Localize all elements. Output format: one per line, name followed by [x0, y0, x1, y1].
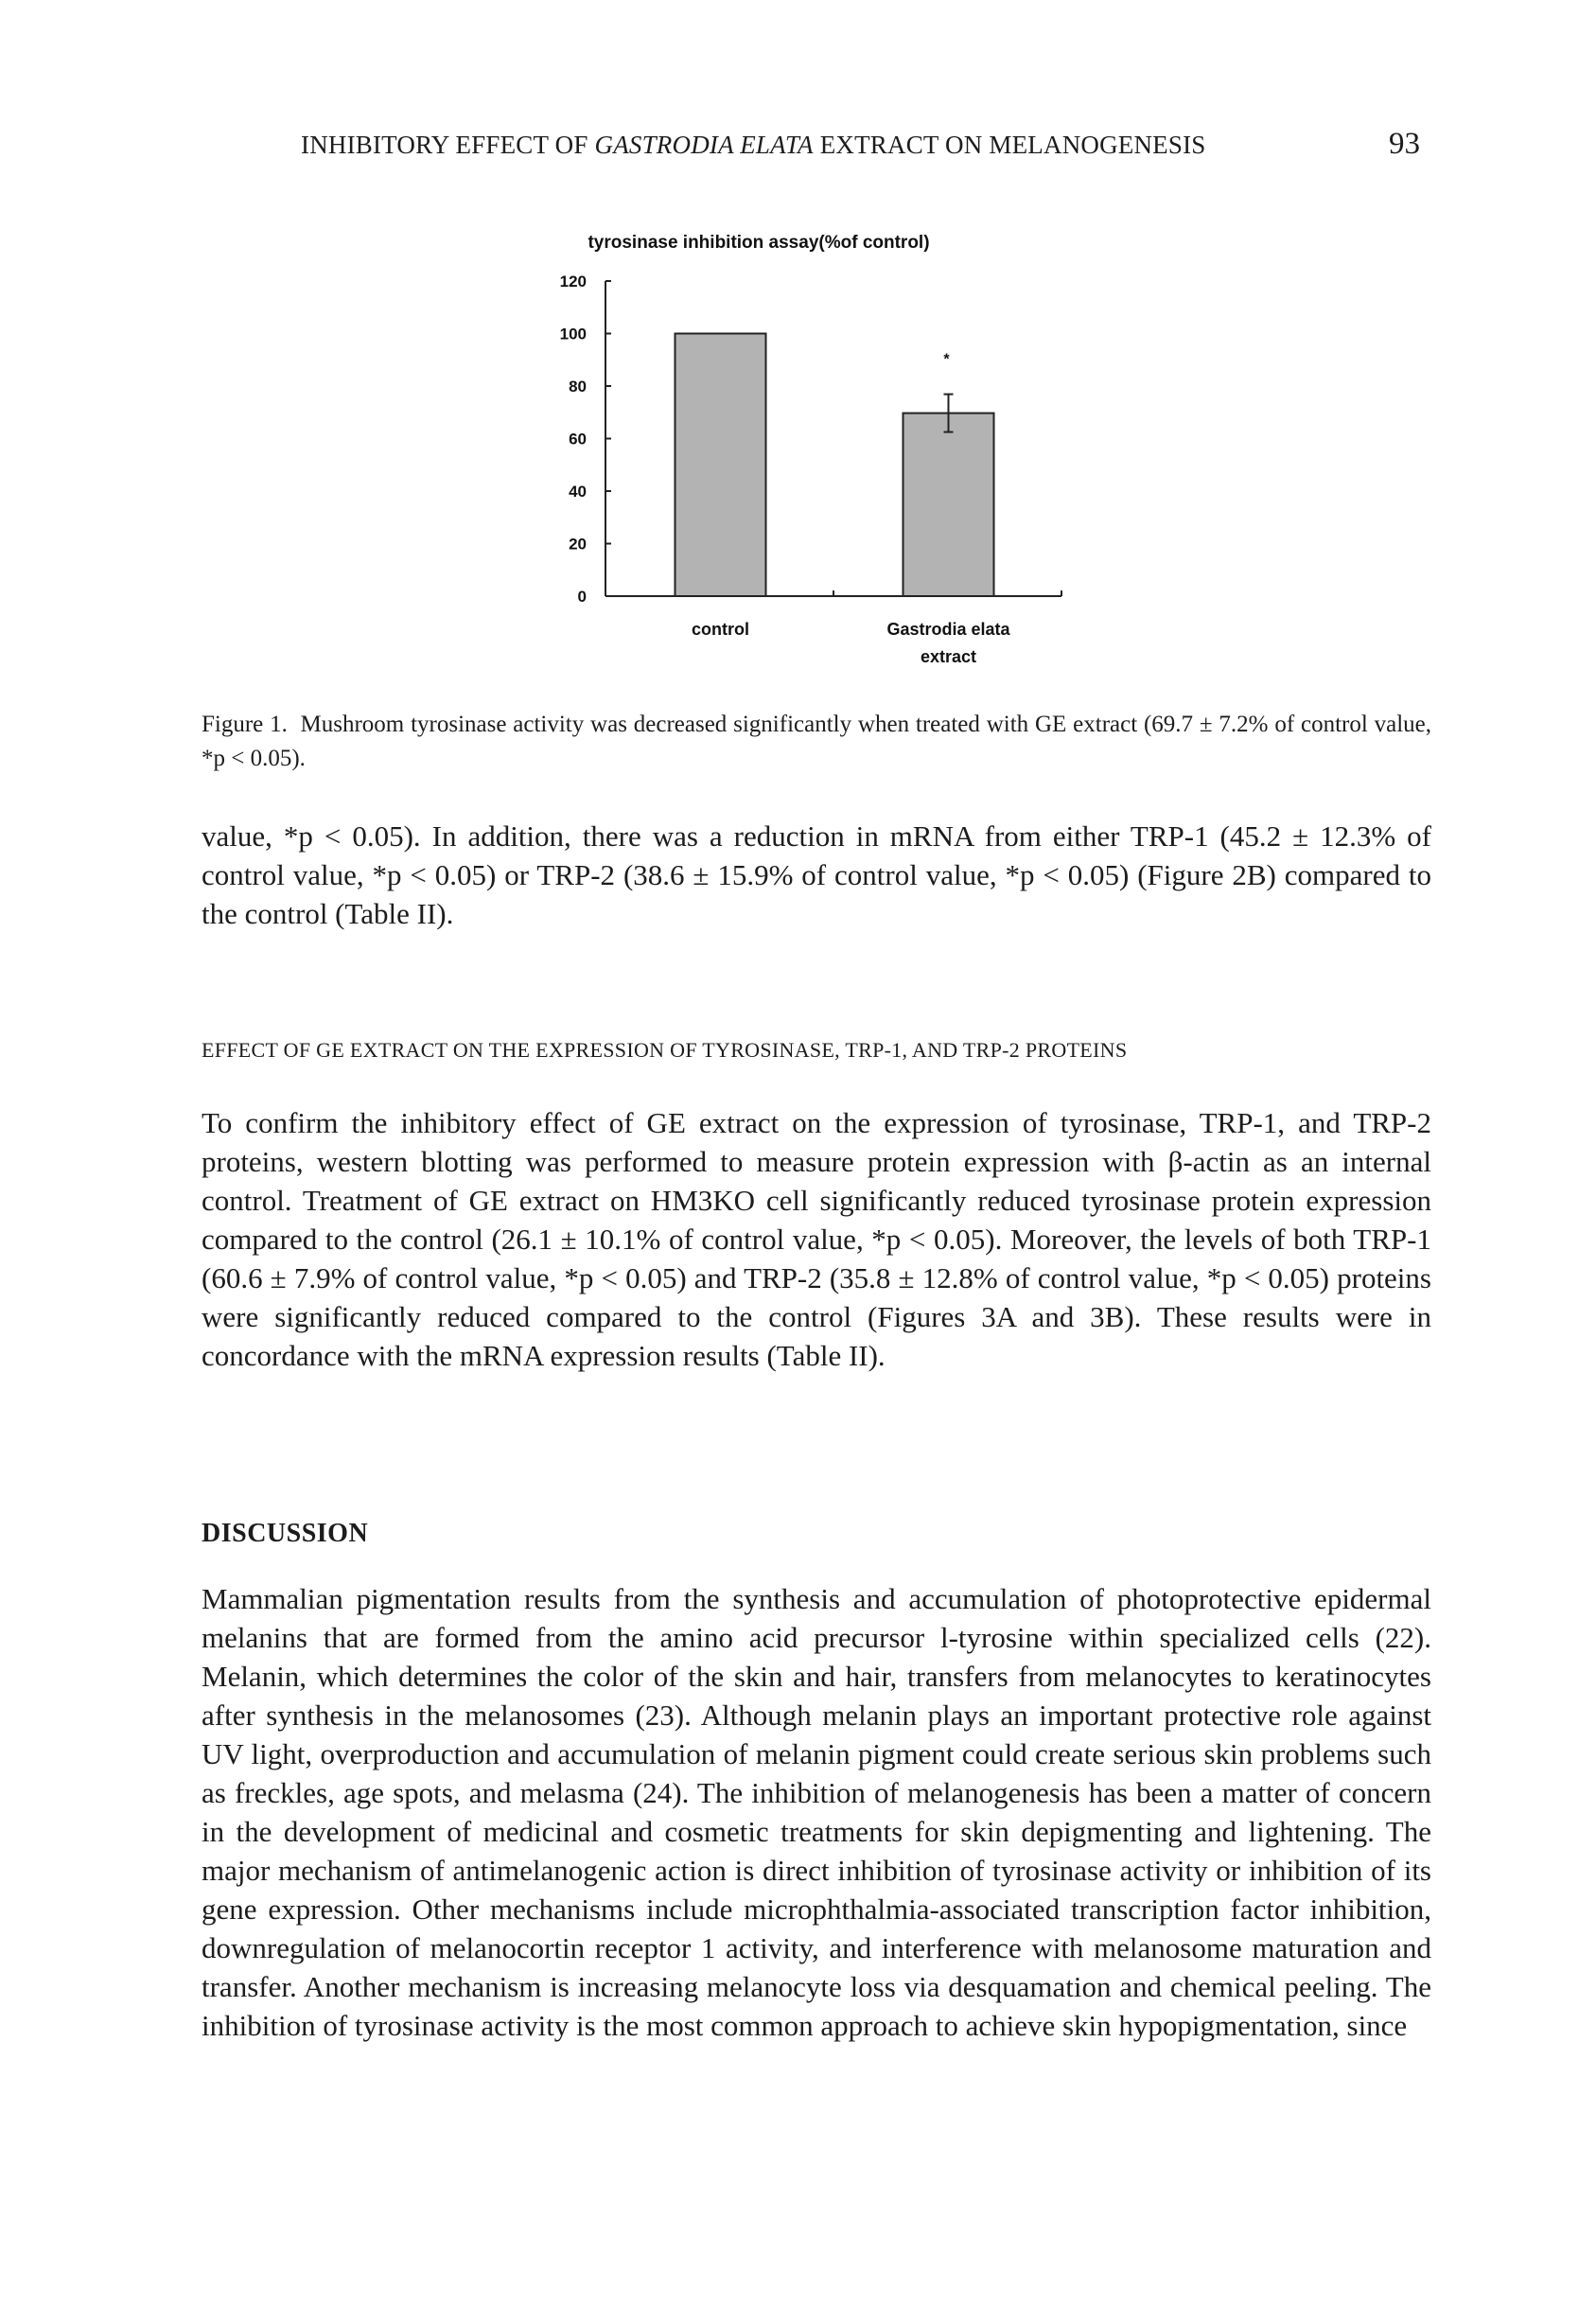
page-number: 93 [1389, 127, 1420, 161]
y-tick-label: 80 [569, 378, 587, 396]
paragraph-protein-expression: To confirm the inhibitory effect of GE extract on the expression of tyrosinase, TRP-1, and TRP-2 proteins, western blotting was performed to measure protein expression with β-actin as an internal control. Treatment of GE extract on HM3KO cell significantly reduced tyrosinase protein expression compared to the control (26.1 ± 10.1% of control value, *p < 0.05). Moreover, the levels of both TRP-1 (60.6 ± 7.9% of control value, *p < 0.05) and TRP-2 (35.8 ± 12.8% of control value, *p < 0.05) proteins were significantly reduced compared to the control (Figures 3A and 3B). These results were in concordance with the mRNA expression results (Table II). [202, 1106, 1431, 1372]
y-axis [560, 273, 611, 606]
figure-caption-text: Mushroom tyrosinase activity was decreased significantly when treated with GE extract (69.7 ± 7.2% of control value, *p < 0.05). [202, 712, 1432, 771]
y-tick-label: 100 [559, 325, 587, 343]
figure-label: Figure 1. [202, 712, 288, 737]
running-head-pre: INHIBITORY EFFECT OF [301, 131, 595, 159]
chart-title: tyrosinase inhibition assay(%of control) [588, 233, 930, 253]
running-head [301, 131, 1206, 160]
bar-0 [675, 334, 766, 597]
bars [675, 334, 994, 597]
bar-1 [903, 414, 994, 596]
running-head-italic: GASTRODIA ELATA [594, 131, 814, 159]
running-head-post: EXTRACT ON MELANOGENESIS [813, 131, 1206, 159]
section-title-discussion: DISCUSSION [202, 1519, 369, 1548]
y-tick-label: 120 [559, 273, 587, 290]
figure-caption [202, 708, 1431, 776]
x-category-label: control [692, 620, 749, 639]
y-tick-label: 60 [569, 430, 587, 449]
y-tick-label: 0 [577, 588, 587, 606]
y-tick-label: 40 [569, 483, 587, 501]
subsection-heading: EFFECT OF GE EXTRACT ON THE EXPRESSION OF TYROSINASE, TRP-1, AND TRP-2 PROTEINS [202, 1038, 1128, 1062]
paragraph-discussion: Mammalian pigmentation results from the synthesis and accumulation of photoprotective epidermal melanins that are formed from the amino acid precursor l-tyrosine within specialized cells (22). Melanin, which determines the color of the skin and hair, transfers from melanocytes to keratinocytes after synthesis in the melanosomes (23). Although melanin plays an important protective role against UV light, overproduction and accumulation of melanin pigment could create serious skin problems such as freckles, age spots, and melasma (24). The inhibition of melanogenesis has been a matter of concern in the development of medicinal and cosmetic treatments for skin depigmenting and lightening. The major mechanism of antimelanogenic action is direct inhibition of tyrosinase activity or inhibition of its gene expression. Other mechanisms include microphthalmia-associated transcription factor inhibition, downregulation of melanocortin receptor 1 activity, and interference with melanosome maturation and transfer. Another mechanism is increasing melanocyte loss via desquamation and chemical peeling. The inhibition of tyrosinase activity is the most common approach to achieve skin hypopigmentation, since [202, 1582, 1431, 2042]
y-tick-label: 20 [569, 535, 587, 554]
significance-marker: * [943, 351, 950, 368]
x-category-label: extract [920, 647, 977, 666]
paragraph-mrna: value, *p < 0.05). In addition, there was a reduction in mRNA from either TRP-1 (45.2 ± 12.3% of control value, *p < 0.05) or TRP-2 (38.6 ± 15.9% of control value, *p < 0.05) (Figure 2B) compared to the control (Table II). [202, 819, 1431, 930]
x-axis [605, 590, 1061, 666]
x-category-label: Gastrodia elata [886, 620, 1010, 639]
bar-chart [511, 218, 1097, 681]
